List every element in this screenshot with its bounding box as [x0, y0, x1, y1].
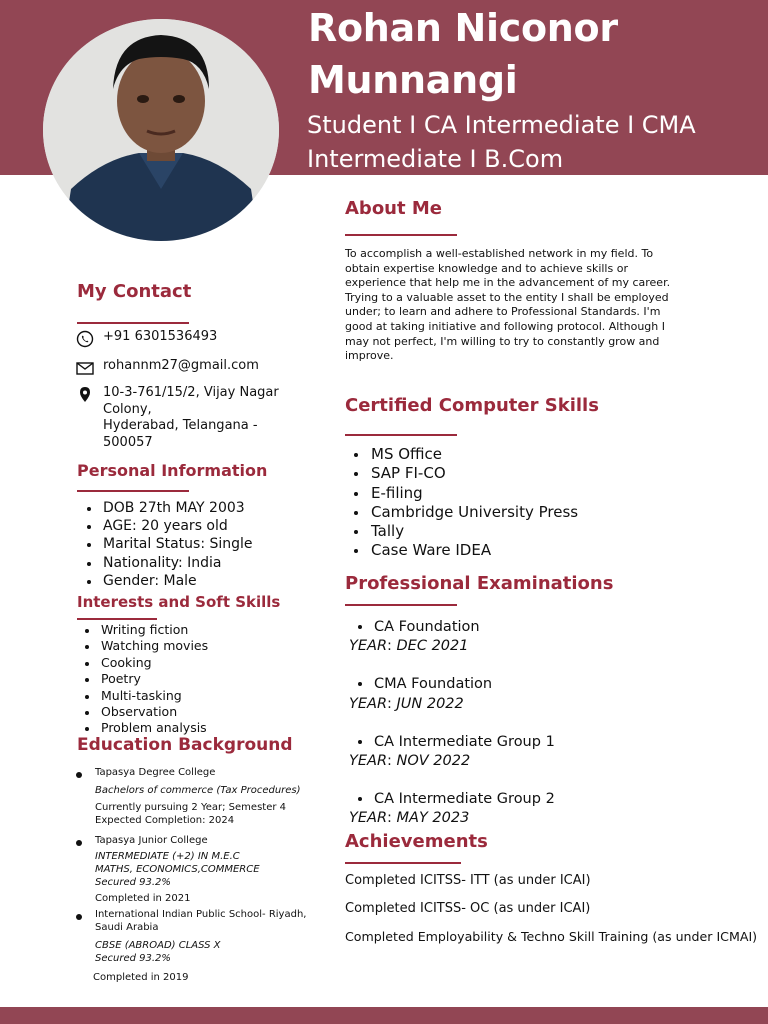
list-item: SAP FI-CO	[352, 464, 578, 483]
skills-list	[352, 445, 578, 561]
tagline-line-1: Student I CA Intermediate I CMA	[307, 111, 696, 139]
education-school: Tapasya Junior College	[95, 835, 208, 846]
about-line: good at taking initiative and following protocol. Although I	[345, 319, 666, 333]
contact-heading: My Contact	[77, 281, 192, 302]
education-course: INTERMEDIATE (+2) IN M.E.C	[95, 851, 240, 862]
about-heading: About Me	[345, 198, 442, 219]
exam-year: YEAR: DEC 2021	[349, 638, 469, 654]
about-line: experience that help me in the advancement of my career.	[345, 276, 671, 290]
education-completion: Completed in 2021	[95, 893, 191, 904]
contact-phone	[75, 329, 217, 349]
education-school: International Indian Public School- Riyadh,	[95, 909, 307, 920]
footer-band	[0, 1007, 768, 1024]
education-score: Secured 93.2%	[95, 877, 171, 888]
education-heading: Education Background	[77, 735, 293, 755]
address-line: Colony,	[103, 401, 152, 417]
about-rule	[345, 234, 457, 236]
achievement-item: Completed ICITSS- OC (as under ICAI)	[345, 901, 591, 916]
personal-list	[85, 499, 253, 590]
education-score: Secured 93.2%	[95, 953, 171, 964]
personal-rule	[77, 490, 189, 492]
location-pin-icon	[75, 385, 95, 405]
name-line-1: Rohan Niconor	[308, 6, 618, 50]
email-address[interactable]: rohannm27@gmail.com	[103, 358, 259, 373]
achievements-rule	[345, 862, 461, 864]
personal-heading: Personal Information	[77, 461, 268, 480]
exam-year: YEAR: JUN 2022	[349, 696, 464, 712]
about-line: Trying to a valuable asset to the entity I shall be employed	[345, 290, 669, 304]
interests-list	[83, 622, 208, 737]
list-item: E-filing	[352, 484, 578, 503]
about-line: under; to learn and adhere to Professional Standards. I'm	[345, 305, 661, 319]
education-status: Currently pursuing 2 Year; Semester 4	[95, 802, 287, 813]
list-item: Cambridge University Press	[352, 503, 578, 522]
exam-name: CMA Foundation	[357, 675, 492, 693]
phone-icon	[75, 329, 95, 349]
list-item: Poetry	[83, 671, 208, 687]
tagline-line-2: Intermediate I B.Com	[307, 145, 564, 173]
exam-year-value: DEC 2021	[396, 638, 469, 654]
contact-rule	[77, 322, 189, 324]
education-completion: Expected Completion: 2024	[95, 815, 235, 826]
list-item: Observation	[83, 704, 208, 720]
skills-heading: Certified Computer Skills	[345, 395, 599, 416]
exam-year-value: MAY 2023	[396, 810, 470, 826]
list-item: DOB 27th MAY 2003	[85, 499, 253, 517]
exam-year: YEAR: NOV 2022	[349, 753, 471, 769]
interests-heading: Interests and Soft Skills	[77, 593, 281, 611]
education-course: CBSE (ABROAD) CLASS X	[95, 940, 221, 951]
list-item: Problem analysis	[83, 720, 208, 736]
list-item: Tally	[352, 522, 578, 541]
about-text	[345, 247, 705, 364]
exam-year-value: JUN 2022	[396, 696, 464, 712]
contact-address	[75, 385, 279, 451]
about-line: obtain expertise knowledge and to achieve skills or	[345, 261, 628, 275]
list-item: Gender: Male	[85, 572, 253, 590]
about-line: may not perfect, I'm willing to try to constantly grow and	[345, 334, 660, 348]
address-text	[103, 385, 279, 451]
education-bullet	[76, 914, 82, 920]
skills-rule	[345, 434, 457, 436]
address-line: 10-3-761/15/2, Vijay Nagar	[103, 385, 279, 400]
interests-rule	[77, 618, 157, 620]
phone-number[interactable]: +91 6301536493	[103, 329, 218, 344]
education-completion: Completed in 2019	[93, 972, 189, 983]
list-item: Cooking	[83, 655, 208, 671]
exam-name: CA Intermediate Group 1	[357, 733, 555, 751]
mail-icon	[75, 358, 95, 378]
exams-rule	[345, 604, 457, 606]
exams-heading: Professional Examinations	[345, 573, 614, 594]
education-course: Bachelors of commerce (Tax Procedures)	[95, 785, 301, 796]
exam-name: CA Foundation	[357, 618, 480, 636]
exam-year: YEAR: MAY 2023	[349, 810, 470, 826]
profile-photo	[43, 19, 279, 241]
list-item: AGE: 20 years old	[85, 517, 253, 535]
list-item: Nationality: India	[85, 554, 253, 572]
list-item: Watching movies	[83, 638, 208, 654]
achievement-item: Completed ICITSS- ITT (as under ICAI)	[345, 873, 591, 888]
person-name	[308, 2, 748, 106]
tagline	[307, 108, 757, 176]
exam-name: CA Intermediate Group 2	[357, 790, 555, 808]
address-line: 500057	[103, 434, 153, 450]
list-item: Writing fiction	[83, 622, 208, 638]
education-bullet	[76, 840, 82, 846]
name-line-2: Munnangi	[308, 58, 518, 102]
achievements-heading: Achievements	[345, 831, 488, 852]
achievement-item: Completed Employability & Techno Skill Training (as under ICMAI)	[345, 929, 758, 944]
about-line: improve.	[345, 349, 394, 363]
education-course: MATHS, ECONOMICS,COMMERCE	[95, 864, 260, 875]
contact-email	[75, 358, 259, 378]
education-school: Saudi Arabia	[95, 922, 159, 933]
list-item: Multi-tasking	[83, 688, 208, 704]
exam-year-value: NOV 2022	[396, 753, 471, 769]
education-school: Tapasya Degree College	[95, 767, 216, 778]
address-line: Hyderabad, Telangana -	[103, 418, 258, 433]
education-bullet	[76, 772, 82, 778]
about-line: To accomplish a well-established network in my field. To	[345, 247, 654, 260]
list-item: Case Ware IDEA	[352, 541, 578, 560]
list-item: Marital Status: Single	[85, 535, 253, 553]
list-item: MS Office	[352, 445, 578, 464]
